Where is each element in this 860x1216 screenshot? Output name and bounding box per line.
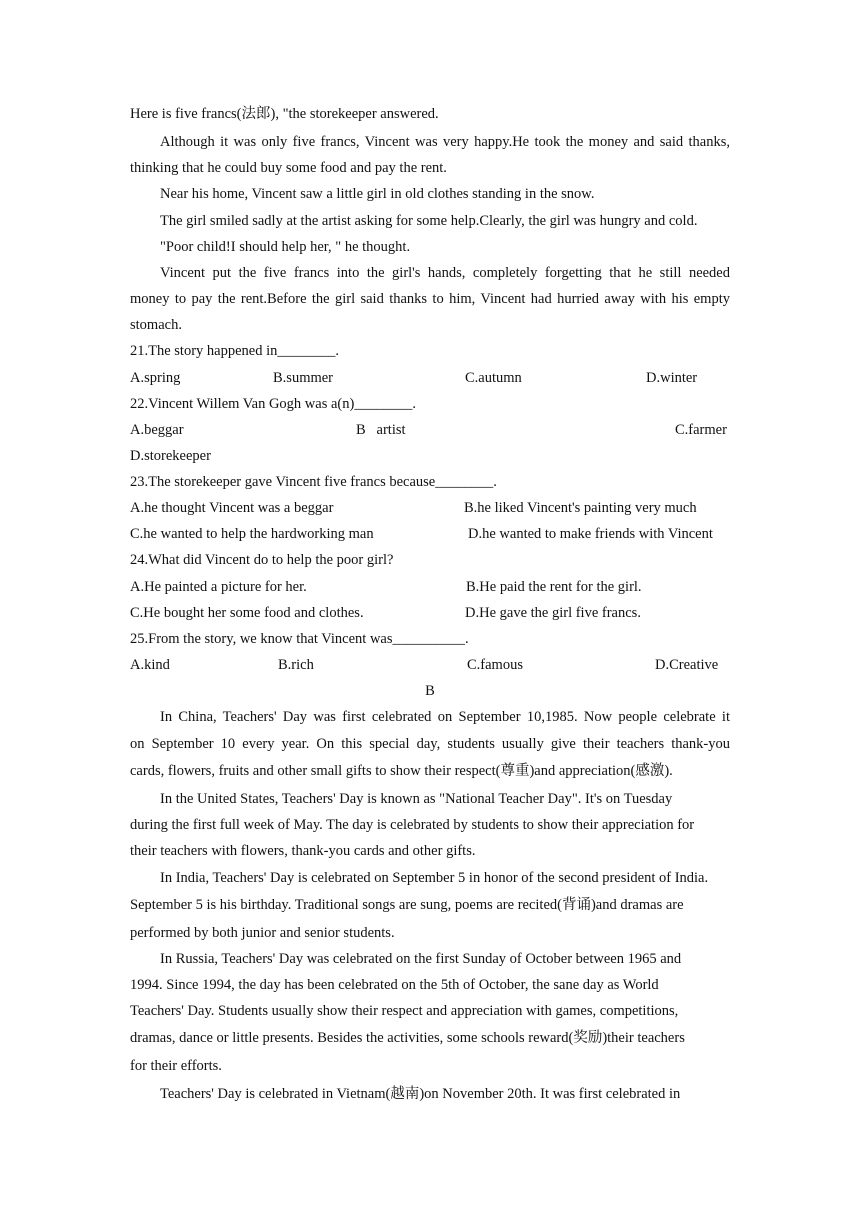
- passage-line: for their efforts.: [130, 1058, 222, 1074]
- answer-option: B.rich: [278, 657, 314, 673]
- question-stem: 24.What did Vincent do to help the poor girl?: [130, 552, 394, 568]
- answer-option: A.kind: [130, 657, 170, 673]
- passage-line: money to pay the rent.Before the girl said thanks to him, Vincent had hurried away with his empty: [130, 291, 730, 307]
- passage-line: Near his home, Vincent saw a little girl in old clothes standing in the snow.: [160, 186, 595, 202]
- passage-line: cards, flowers, fruits and other small gifts to show their respect(尊重)and appreciation(感激).: [130, 763, 673, 779]
- passage-line: In India, Teachers' Day is celebrated on September 5 in honor of the second president of India.: [160, 870, 709, 886]
- passage-line: In China, Teachers' Day was first celebrated on September 10,1985. Now people celebrate it: [160, 709, 730, 725]
- passage-line: September 5 is his birthday. Traditional songs are sung, poems are recited(背诵)and dramas are: [130, 897, 684, 913]
- passage-line: thinking that he could buy some food and pay the rent.: [130, 160, 447, 176]
- question-stem: 25.From the story, we know that Vincent was__________.: [130, 631, 469, 647]
- passage-line: In Russia, Teachers' Day was celebrated on the first Sunday of October between 1965 and: [160, 951, 682, 967]
- answer-option: C.He bought her some food and clothes.: [130, 605, 364, 621]
- passage-line: on September 10 every year. On this special day, students usually give their teachers thank-you: [130, 736, 730, 752]
- answer-option: D.he wanted to make friends with Vincent: [468, 526, 713, 542]
- answer-option: C.farmer: [675, 422, 727, 438]
- answer-option: A.beggar: [130, 422, 184, 438]
- answer-option: A.he thought Vincent was a beggar: [130, 500, 334, 516]
- answer-option: D.storekeeper: [130, 448, 211, 464]
- answer-option: C.autumn: [465, 370, 522, 386]
- answer-option: B.he liked Vincent's painting very much: [464, 500, 697, 516]
- passage-line: 1994. Since 1994, the day has been celebrated on the 5th of October, the sane day as World: [130, 977, 659, 993]
- section-heading: B: [425, 683, 435, 699]
- passage-line: The girl smiled sadly at the artist asking for some help.Clearly, the girl was hungry and cold.: [160, 213, 698, 229]
- answer-option: C.he wanted to help the hardworking man: [130, 526, 374, 542]
- answer-option: B.summer: [273, 370, 334, 386]
- passage-line: Although it was only five francs, Vincent was very happy.He took the money and said thanks,: [160, 134, 730, 150]
- answer-option: B.He paid the rent for the girl.: [466, 579, 642, 595]
- answer-option: D.winter: [646, 370, 698, 386]
- answer-option: D.He gave the girl five francs.: [465, 605, 641, 621]
- passage-line: their teachers with flowers, thank-you cards and other gifts.: [130, 843, 476, 859]
- passage-line: performed by both junior and senior students.: [130, 925, 395, 941]
- passage-line: stomach.: [130, 317, 182, 333]
- passage-line: Here is five francs(法郎), "the storekeeper answered.: [130, 106, 439, 122]
- question-stem: 21.The story happened in________.: [130, 343, 340, 359]
- answer-option: B artist: [356, 422, 406, 438]
- passage-line: dramas, dance or little presents. Besides the activities, some schools reward(奖励)their teachers: [130, 1030, 685, 1046]
- passage-line: Teachers' Day is celebrated in Vietnam(越南)on November 20th. It was first celebrated in: [160, 1086, 681, 1102]
- passage-line: Teachers' Day. Students usually show their respect and appreciation with games, competitions,: [130, 1003, 679, 1019]
- answer-option: A.spring: [130, 370, 181, 386]
- passage-line: In the United States, Teachers' Day is known as "National Teacher Day". It's on Tuesday: [160, 791, 673, 807]
- passage-line: during the first full week of May. The day is celebrated by students to show their appreciation for: [130, 817, 695, 833]
- passage-line: "Poor child!I should help her, " he thought.: [160, 239, 411, 255]
- passage-line: Vincent put the five francs into the girl's hands, completely forgetting that he still needed: [160, 265, 730, 281]
- answer-option: A.He painted a picture for her.: [130, 579, 307, 595]
- question-stem: 22.Vincent Willem Van Gogh was a(n)________.: [130, 396, 416, 412]
- answer-option: D.Creative: [655, 657, 719, 673]
- question-stem: 23.The storekeeper gave Vincent five francs because________.: [130, 474, 497, 490]
- answer-option: C.famous: [467, 657, 523, 673]
